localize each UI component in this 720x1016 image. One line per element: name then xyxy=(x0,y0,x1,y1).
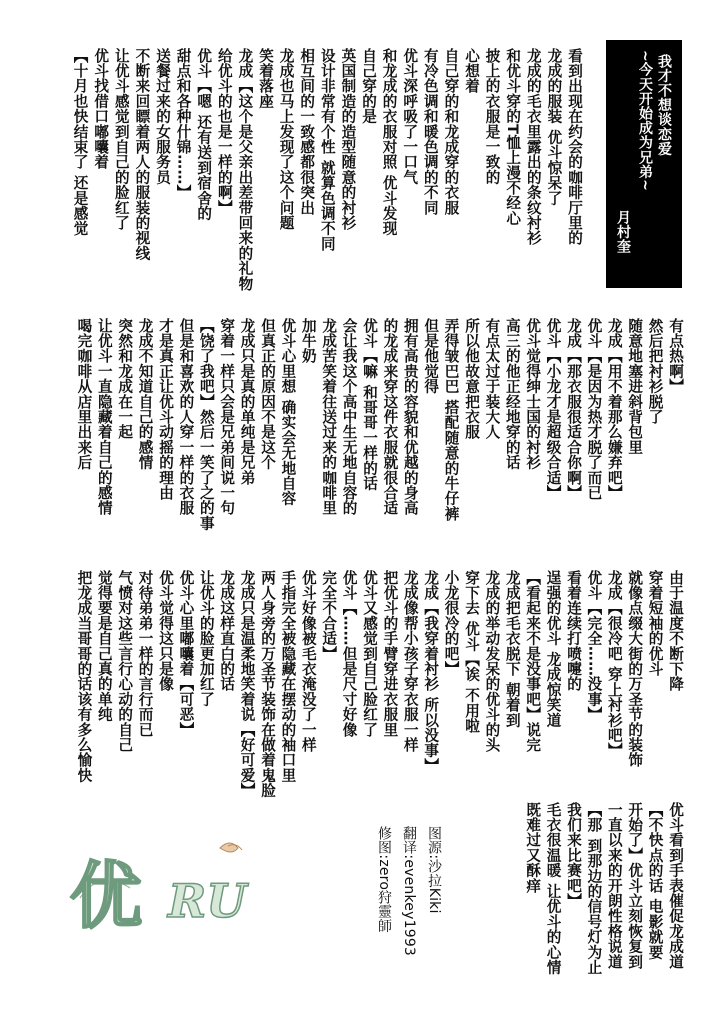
logo-char: 优 xyxy=(70,853,143,938)
text-column: 【那 到那边的信号灯为止 xyxy=(585,802,603,975)
text-column: 优斗【嘛 和哥哥一样的话 xyxy=(361,318,378,491)
text-column: 英国制造的造型随意的衬衫 xyxy=(339,48,357,231)
text-column: 穿着短袖的优斗 xyxy=(646,570,664,677)
text-column: 弄得皱巴巴 搭配随意的牛仔裤 xyxy=(442,318,460,522)
text-column: 让优斗感觉到自己的脸红了 xyxy=(112,48,130,231)
text-column: 龙成的举动发呆的优斗的头 xyxy=(483,570,501,753)
text-column: 突然和龙成在一起 xyxy=(116,318,134,440)
text-column: 逞强的优斗 龙成惊笑道 xyxy=(544,570,562,728)
text-column: 龙成像帮小孩子穿衣服一样 xyxy=(401,570,419,753)
text-column: 有点太过于装大人 xyxy=(483,318,501,440)
text-column: 把龙成当哥哥的话该有多么愉快 xyxy=(75,570,93,783)
text-column: 龙成的毛衣里露出的条纹衬衫 xyxy=(524,48,542,246)
text-column: 龙成【很冷吧 穿上衬衫吧】 xyxy=(605,570,623,759)
logo-latin: RU xyxy=(168,874,247,928)
text-column: 优斗又感觉到自己脸红了 xyxy=(361,570,378,738)
text-column: 优斗【小龙才是超级合适】 xyxy=(544,318,562,501)
text-column: 觉得要是自己真的单纯 xyxy=(95,570,113,722)
text-column: 龙成苦笑着往送过来的咖啡里 xyxy=(320,318,338,516)
text-column: 和优斗穿的T恤上漫不经心 xyxy=(504,48,522,226)
text-column: 会让我这个高中生无地自容的 xyxy=(340,318,358,516)
text-column: 加牛奶 xyxy=(299,318,317,364)
text-column: 龙成的服装 优斗惊呆了 xyxy=(545,48,563,206)
text-column: 穿着一样只会是兄弟间说一句 xyxy=(218,318,236,516)
text-column: 优斗【……但是尺寸好像 xyxy=(340,570,358,738)
text-column: 龙成把毛衣脱下 朝着到 xyxy=(503,570,521,728)
text-column: 优斗心里想 确实会无地自容 xyxy=(279,318,297,507)
text-column: 优斗觉得这只是像 xyxy=(157,570,174,692)
credit-translator: 翻译:evenkey1993 xyxy=(401,826,417,957)
text-column: 让优斗的脸更加红了 xyxy=(197,570,215,707)
text-column: 自己穿的和龙成穿的衣服 xyxy=(442,48,460,216)
text-column: 有冷色调和暖色调的不同 xyxy=(421,48,439,216)
text-column: 手指完全被隐藏在摆动的袖口里 xyxy=(279,570,297,783)
text-column: 毛衣很温暖 让优斗的心情 xyxy=(544,802,562,975)
text-column: 龙成只是真的单纯是兄弟 xyxy=(238,318,256,486)
text-column: 对待弟弟一样的言行而已 xyxy=(136,570,154,738)
text-column: 【十月也快结束了 还是感觉 xyxy=(71,48,89,237)
text-column: 龙成只是温柔地笑着说【好可爱】 xyxy=(238,570,256,798)
text-column: 甜点和各种什锦……】 xyxy=(174,48,192,200)
text-column: 笑着落座 xyxy=(257,48,274,109)
text-column: 就像点缀大街的万圣节的装饰 xyxy=(626,570,644,768)
text-column: 龙成这样直白的话 xyxy=(218,570,236,692)
text-column: 优斗【嗯 还有送到宿舍的 xyxy=(195,48,213,221)
text-column: 【看起来不是没事吧】说完 xyxy=(524,570,542,753)
text-column: 两人身旁的万圣节装饰在做着鬼脸 xyxy=(259,570,276,798)
text-column: 随意地塞进斜背包里 xyxy=(626,318,644,455)
text-column: 心想着 xyxy=(463,48,480,94)
text-column: 的龙成来穿这件衣服就很合适 xyxy=(381,318,399,516)
text-column: 优斗【是因为热才脱了而已 xyxy=(585,318,603,501)
text-column: 高三的他正经地穿的话 xyxy=(503,318,521,470)
text-column: 看着连续打喷嚏的 xyxy=(565,570,582,692)
text-column: 然后把衬衫脱了 xyxy=(646,318,664,425)
text-column: 送餐过来的女服务员 xyxy=(154,48,171,185)
text-column: 开始了】优斗立刻恢复到 xyxy=(626,802,644,970)
text-column: 才是真正让优斗动摇的理由 xyxy=(157,318,174,501)
text-column: 但是他觉得 xyxy=(422,318,440,394)
text-column: 【饶了我吧】然后一笑了之的事 xyxy=(197,318,215,531)
text-column: 所以他故意把衣服 xyxy=(463,318,480,440)
credit-editor: 修图:zero狩靈師 xyxy=(376,826,392,933)
text-column: 我们来比赛吧】 xyxy=(565,802,582,909)
text-column: 优斗觉得绅士国的衬衫 xyxy=(524,318,542,470)
text-column: 自己穿的是 xyxy=(360,48,377,124)
text-column: 把优斗的手臂穿进衣服里 xyxy=(381,570,399,738)
text-column: 气愤对这些言行心动的自己 xyxy=(116,570,134,753)
text-column: 龙成【我穿着衬衫 所以没事】 xyxy=(422,570,440,774)
text-column: 由于温度不断下降 xyxy=(667,570,684,692)
text-column: 龙成不知道自己的感情 xyxy=(136,318,154,470)
text-column: 相互间的一致感都很突出 xyxy=(298,48,316,216)
scanlation-logo xyxy=(60,838,270,938)
text-column: 完全不合适】 xyxy=(320,570,338,662)
text-column: 优斗【完全……没事】 xyxy=(585,570,603,722)
text-column: 【不快点的话 电影就要 xyxy=(646,802,664,960)
text-column: 不断来回瞟着两人的服装的视线 xyxy=(133,48,151,261)
text-column: 龙成【那衣服很适合你啊】 xyxy=(565,318,582,501)
text-column: 优斗看到手表催促龙成道 xyxy=(667,802,684,970)
text-column: 优斗深呼吸了一口气 xyxy=(401,48,419,185)
text-column: 但真正的原因不是这个 xyxy=(259,318,276,470)
text-column: 和龙成的衣服对照 优斗发现 xyxy=(380,48,398,237)
text-column: 让优斗一直隐藏着自己的感情 xyxy=(95,318,113,516)
text-column: 龙成【这个是父亲出差带回来的礼物 xyxy=(236,48,254,292)
text-column: 优斗找借口嘟囔着 xyxy=(92,48,110,170)
text-column: 优斗心里嘟囔着【可恶】 xyxy=(177,570,195,738)
text-column: 穿下去 优斗【诶 不用啦 xyxy=(463,570,480,734)
credit-source: 图源:沙拉Kiki xyxy=(426,826,442,914)
text-column: 设计非常有个性 就算色调不同 xyxy=(318,48,336,252)
text-column: 看到出现在约会的咖啡厅里的 xyxy=(566,48,583,246)
title-box xyxy=(606,40,682,288)
text-column: 给优斗的也是一样的啊】 xyxy=(215,48,233,216)
text-column: 龙成也马上发现了这个问题 xyxy=(277,48,295,231)
text-column: 喝完咖啡从店里出来后 xyxy=(75,318,93,470)
text-column: 既难过又酥痒 xyxy=(524,802,542,894)
text-column: 龙成【用不着那么嫌弃吧】 xyxy=(605,318,623,501)
chapter-subtitle: ~今天开始成为兄弟~ xyxy=(637,50,653,192)
text-column: 优斗好像被毛衣淹没了一样 xyxy=(299,570,317,753)
text-column: 披上的衣服是一致的 xyxy=(483,48,501,185)
author-name: 月村奎 xyxy=(615,210,631,254)
text-column: 有点热啊】 xyxy=(667,318,684,394)
text-column: 一直以来的开朗性格说道 xyxy=(605,802,623,970)
chapter-title: 我才不想谈恋爱 xyxy=(656,54,672,157)
text-column: 但是和喜欢的人穿一样的衣服 xyxy=(177,318,195,516)
text-column: 小龙很冷的吧】 xyxy=(442,570,460,677)
text-column: 拥有高贵的容貌和优越的身高 xyxy=(401,318,419,516)
